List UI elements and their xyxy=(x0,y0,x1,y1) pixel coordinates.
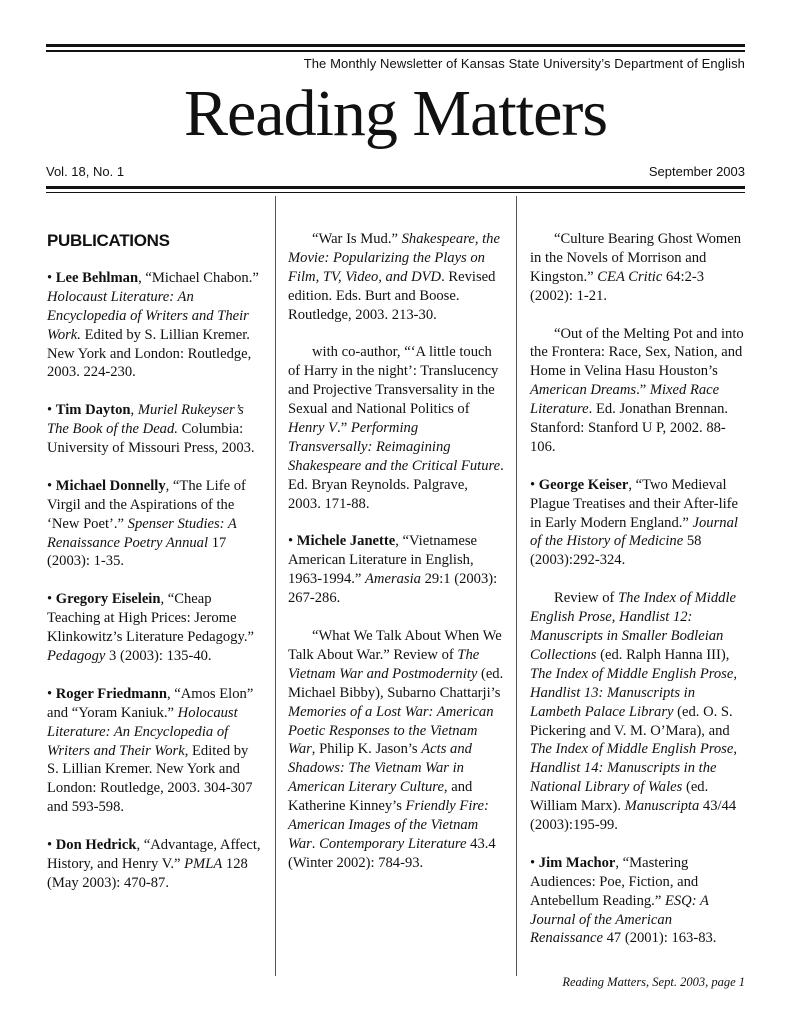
bullet: • xyxy=(47,837,53,854)
entry-text: 58 (2003):292-324. xyxy=(530,533,702,569)
entry-text: (ed. William Marx). xyxy=(530,779,709,815)
work-title: Holocaust Literature: An Encyclopedia of Writers and Their Work. xyxy=(47,288,249,343)
column-divider xyxy=(275,196,276,976)
entry-text: Review of xyxy=(554,590,619,607)
bullet: • xyxy=(530,476,536,493)
entry-text: “Out of the Melting Pot and into the Frontera: Race, Sex, Nation, and Home in Velina Hasu Houston’s xyxy=(530,325,744,380)
entry-text: , xyxy=(130,402,138,419)
entry-text: , Edited by S. Lillian Kremer. New York and London: Routledge, 2003. 304-307 and 593-598. xyxy=(47,742,253,816)
work-title: The Vietnam War and Postmodernity xyxy=(288,646,480,682)
publication-entry xyxy=(288,343,504,513)
entry-text: Edited by S. Lillian Kremer. New York and London: Routledge, 2003. 224-230. xyxy=(47,326,252,381)
work-title: CEA Critic xyxy=(597,268,663,285)
entry-text: .” xyxy=(636,382,650,399)
entry-text: with co-author, “‘A little touch of Harry in the night’: Translucency and Projective Transversality in the Sexual and National Politics of xyxy=(288,344,499,418)
entry-text: .” xyxy=(337,420,351,437)
bullet: • xyxy=(47,269,53,286)
entry-text: Columbia: University of Missouri Press, 2003. xyxy=(47,421,255,457)
entry-text: 43.4 (Winter 2002): 784-93. xyxy=(288,835,496,871)
entry-text: , “Advantage, Affect, History, and Henry V.” xyxy=(47,837,261,872)
bullet: • xyxy=(288,533,294,550)
header-rule-thin xyxy=(46,192,745,193)
entry-text: 43/44 (2003):195-99. xyxy=(530,798,737,834)
entry-text: . Ed. Bryan Reynolds. Palgrave, 2003. 171-88. xyxy=(288,457,504,512)
bullet: • xyxy=(47,591,53,608)
author-name: Roger Friedmann xyxy=(55,685,167,702)
publication-entry xyxy=(47,269,263,382)
publication-entry xyxy=(530,476,746,571)
top-rule xyxy=(46,44,745,47)
header-rule xyxy=(46,186,745,189)
work-title: Journal of the History of Medicine xyxy=(530,514,738,550)
author-name: Jim Machor xyxy=(538,854,616,871)
work-title: Muriel Rukeyser’s The Book of the Dead. xyxy=(47,402,244,438)
column-1 xyxy=(47,230,263,912)
entry-text: 17 (2003): 1-35. xyxy=(47,534,227,570)
publication-entry xyxy=(47,590,263,666)
author-name: George Keiser xyxy=(538,476,629,493)
column-divider xyxy=(516,196,517,976)
publication-entry xyxy=(530,589,746,835)
entry-text: (ed. Michael Bibby), Subarno Chattarji’s xyxy=(288,665,504,701)
entry-text: 29:1 (2003): 267-286. xyxy=(288,571,498,607)
entry-text: (ed. O. S. Pickering and V. M. O’Mara), and xyxy=(530,703,733,739)
entry-text: , “Amos Elon” and “Yoram Kaniuk.” xyxy=(47,685,254,721)
column-2 xyxy=(288,230,504,892)
entry-text: , Philip K. Jason’s xyxy=(311,741,422,758)
entry-text: , “Cheap Teaching at High Prices: Jerome Klinkowitz’s Literature Pedagogy.” xyxy=(47,591,254,646)
work-title: Spenser Studies: A Renaissance Poetry Annual xyxy=(47,515,237,551)
work-title: Shakespeare, the Movie: Popularizing the Plays on Film, TV, Video, and DVD xyxy=(288,231,500,285)
author-name: Gregory Eiselein xyxy=(55,591,161,608)
bullet: • xyxy=(47,685,53,702)
work-title: The Index of Middle English Prose, Handlist 13: Manuscripts in Lambeth Palace Library xyxy=(530,665,737,720)
work-title: Manuscripta xyxy=(624,798,700,815)
work-title: Memories of a Lost War: American Poetic Responses to the Vietnam War xyxy=(288,703,494,758)
volume-number: Vol. 18, No. 1 xyxy=(46,164,125,179)
author-name: Michael Donnelly xyxy=(55,477,166,494)
entry-text: . xyxy=(311,835,320,852)
author-name: Don Hedrick xyxy=(55,837,137,854)
tagline: The Monthly Newsletter of Kansas State University’s Department of English xyxy=(303,56,745,71)
section-title: PUBLICATIONS xyxy=(47,231,170,250)
work-title: Holocaust Literature: An Encyclopedia of Writers and Their Work xyxy=(47,704,238,759)
column-3 xyxy=(530,230,746,967)
work-title: Friendly Fire: American Images of the Vietnam War xyxy=(288,798,489,852)
entry-text: “Culture Bearing Ghost Women in the Novels of Morrison and Kingston.” xyxy=(530,231,742,285)
work-title: Acts and Shadows: The Vietnam War in American Literary Culture xyxy=(288,741,472,796)
issue-date: September 2003 xyxy=(648,164,745,179)
work-title: Amerasia xyxy=(365,571,421,588)
publication-entry xyxy=(288,230,504,325)
entry-text: 3 (2003): 135-40. xyxy=(105,647,212,664)
entry-text: 128 (May 2003): 470-87. xyxy=(47,855,248,891)
publication-entry xyxy=(530,230,746,306)
entry-text: 47 (2001): 163-83. xyxy=(602,930,717,947)
work-title: Henry V xyxy=(288,420,338,437)
entry-text: , “The Life of Virgil and the Aspirations of the ‘New Poet’.” xyxy=(47,477,246,532)
entry-text: , “Vietnamese American Literature in English, 1963-1994.” xyxy=(288,533,478,588)
publication-entry xyxy=(288,627,504,873)
publication-entry xyxy=(530,854,746,949)
author-name: Lee Behlman xyxy=(55,269,139,286)
entry-text: , “Mastering Audiences: Poe, Fiction, and Antebellum Reading.” xyxy=(530,854,699,909)
work-title: Pedagogy xyxy=(47,647,106,664)
entry-text: , “Two Medieval Plague Treatises and their After-life in Early Modern England.” xyxy=(530,476,739,531)
masthead-title: Reading Matters xyxy=(183,77,608,150)
work-title: PMLA xyxy=(184,855,223,872)
top-rule-thin xyxy=(46,50,745,52)
publication-entry xyxy=(288,532,504,608)
publication-entry xyxy=(530,325,746,457)
author-name: Tim Dayton xyxy=(55,402,131,419)
publication-entry xyxy=(47,685,263,817)
work-title: Contemporary Literature xyxy=(319,835,467,852)
entry-text: 64:2-3 (2002): 1-21. xyxy=(530,268,705,304)
entry-text: (ed. Ralph Hanna III), xyxy=(596,646,730,663)
publication-entry xyxy=(47,836,263,893)
work-title: Performing Transversally: Reimagining Shakespeare and the Critical Future xyxy=(288,420,501,474)
work-title: Mixed Race Literature xyxy=(530,382,720,418)
entry-text: . Revised edition. Eds. Burt and Boose. Routledge, 2003. 213-30. xyxy=(288,268,496,323)
bullet: • xyxy=(530,854,536,871)
entry-text: . Ed. Jonathan Brennan. Stanford: Stanford U P, 2002. 88-106. xyxy=(530,401,729,455)
entry-text: “What We Talk About When We Talk About War.” Review of xyxy=(288,627,502,663)
entry-text: , “Michael Chabon.” xyxy=(138,269,259,286)
publication-entry xyxy=(47,477,263,572)
work-title: American Dreams xyxy=(530,382,637,399)
bullet: • xyxy=(47,402,53,419)
page-footer: Reading Matters, Sept. 2003, page 1 xyxy=(562,975,745,989)
author-name: Michele Janette xyxy=(296,533,396,550)
work-title: The Index of Middle English Prose, Handlist 12: Manuscripts in Smaller Bodleian Collections xyxy=(530,590,736,663)
entry-text: , and Katherine Kinney’s xyxy=(288,779,473,815)
work-title: The Index of Middle English Prose, Handlist 14: Manuscripts in the National Library of Wales xyxy=(530,741,737,796)
work-title: ESQ: A Journal of the American Renaissance xyxy=(530,892,709,947)
publication-entry xyxy=(47,401,263,458)
entry-text: “War Is Mud.” xyxy=(312,231,402,247)
bullet: • xyxy=(47,477,53,494)
